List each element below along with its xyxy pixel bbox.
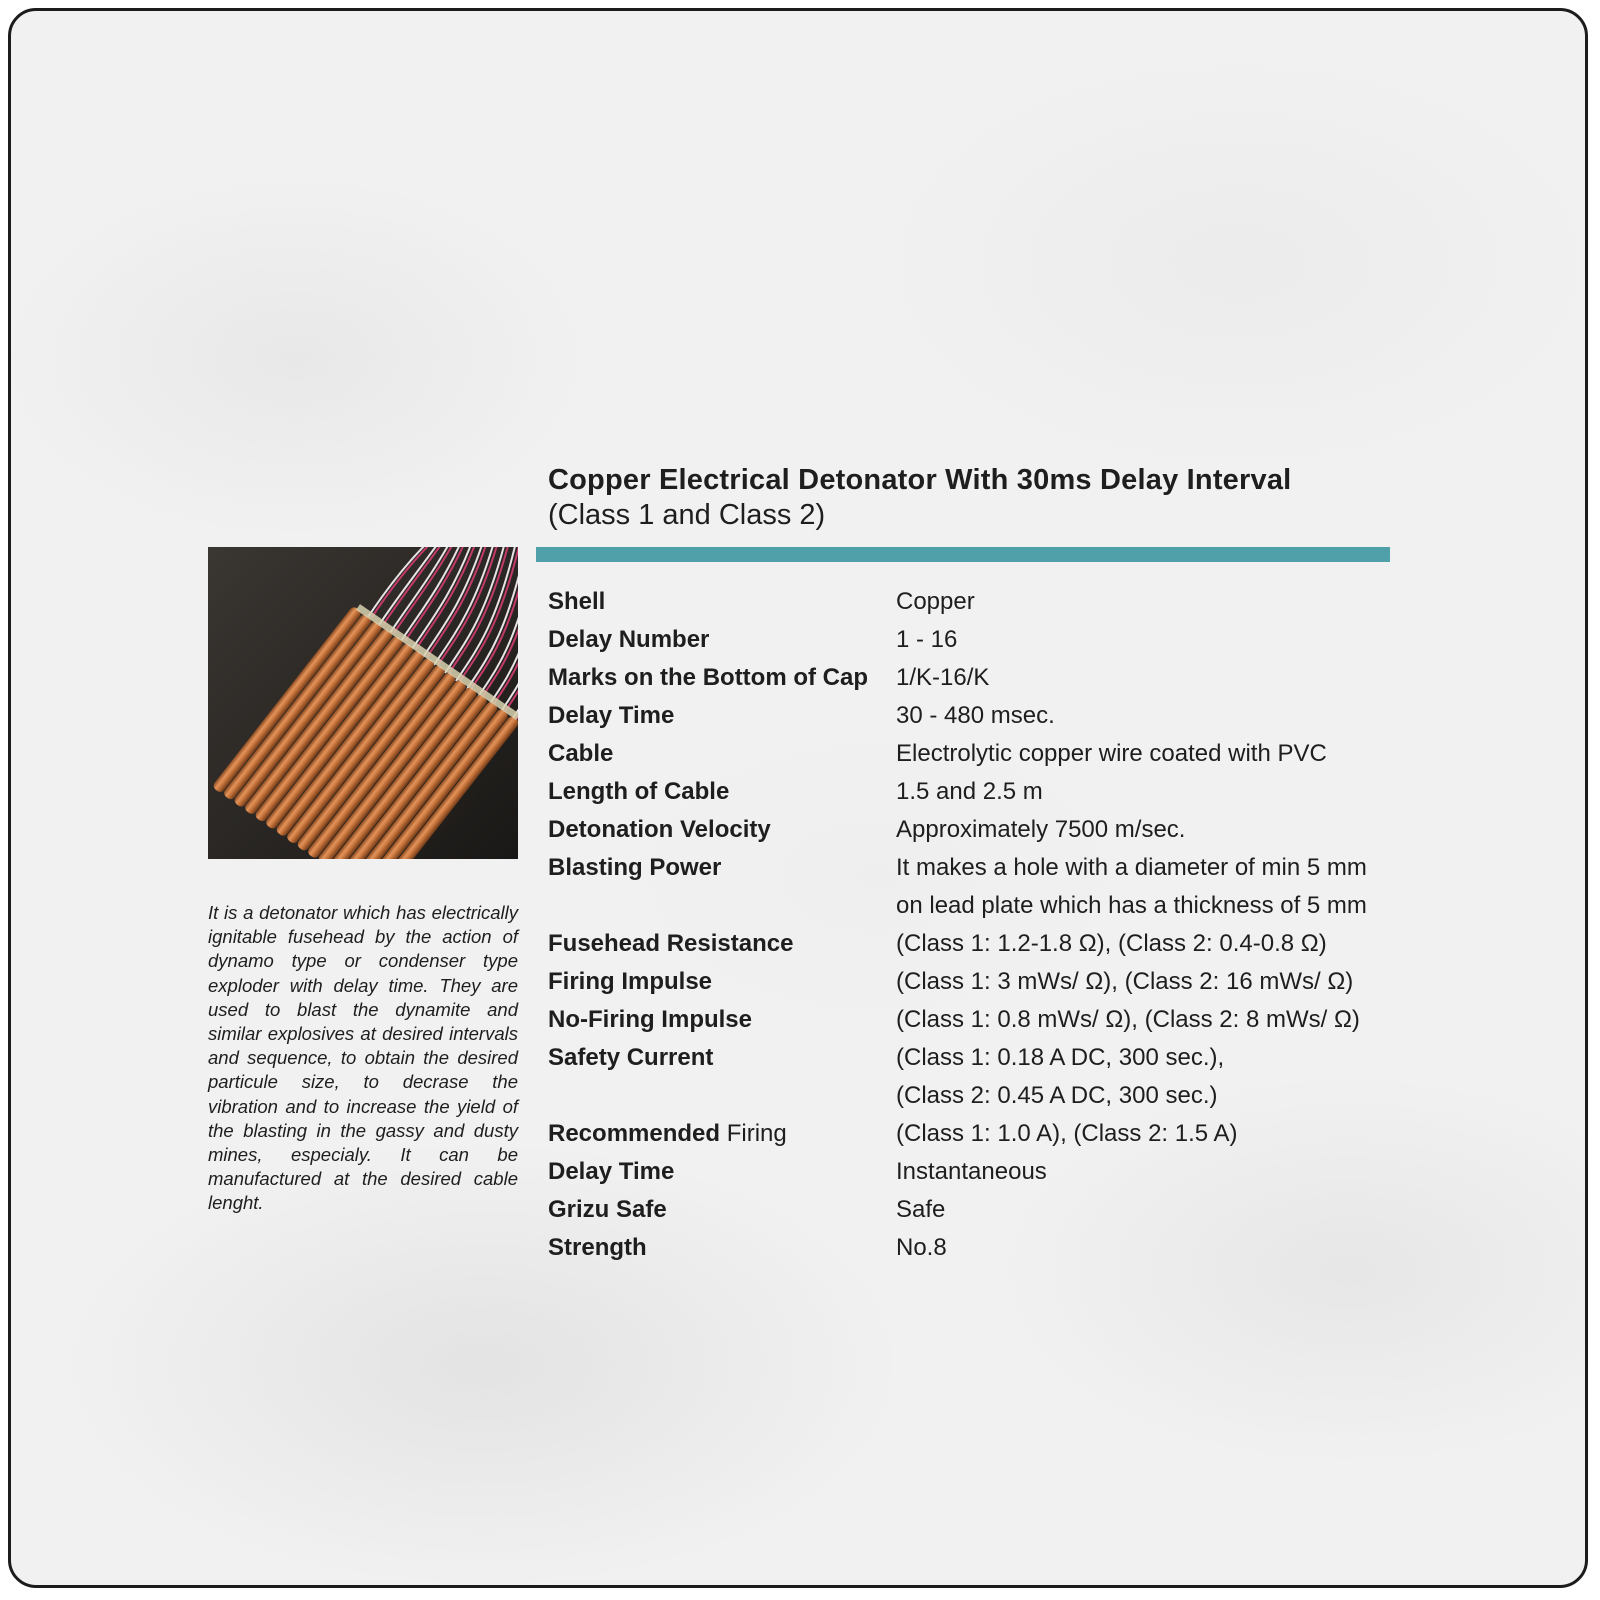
- spec-label: Delay Time: [548, 702, 675, 729]
- spec-value: (Class 1: 0.8 mWs/ Ω), (Class 2: 8 mWs/ Ω): [896, 1006, 1360, 1033]
- spec-label: Grizu Safe: [548, 1196, 667, 1223]
- spec-value: (Class 1: 3 mWs/ Ω), (Class 2: 16 mWs/ Ω): [896, 968, 1354, 995]
- spec-label: [548, 1115, 896, 1153]
- spec-value: Copper: [896, 588, 975, 615]
- spec-label: Safety Current: [548, 1044, 714, 1071]
- spec-value: (Class 2: 0.45 A DC, 300 sec.): [896, 1082, 1218, 1109]
- page-title: Copper Electrical Detonator With 30ms Delay Interval: [548, 464, 1292, 496]
- spec-label: Strength: [548, 1234, 647, 1261]
- spec-value: No.8: [896, 1234, 947, 1261]
- spec-label: Cable: [548, 740, 614, 767]
- spec-label: Marks on the Bottom of Cap: [548, 664, 869, 691]
- spec-label: Length of Cable: [548, 778, 730, 805]
- spec-row: [548, 925, 1428, 963]
- spec-row: [548, 735, 1428, 773]
- spec-row: [548, 659, 1428, 697]
- spec-label-plain: Firing: [720, 1120, 787, 1147]
- spec-value: It makes a hole with a diameter of min 5 mm: [896, 854, 1367, 881]
- page-subtitle: (Class 1 and Class 2): [548, 499, 826, 531]
- spec-label: Blasting Power: [548, 854, 722, 881]
- spec-label: Shell: [548, 588, 606, 615]
- spec-row: [548, 1229, 1428, 1267]
- spec-row: [548, 773, 1428, 811]
- copper-detonators-photo: [208, 547, 518, 859]
- spec-row: [548, 583, 1428, 621]
- spec-value: Safe: [896, 1196, 946, 1223]
- spec-row: [548, 849, 1428, 925]
- spec-value: Approximately 7500 m/sec.: [896, 816, 1186, 843]
- spec-row: [548, 811, 1428, 849]
- spec-value: 1/K-16/K: [896, 664, 990, 691]
- spec-row: [548, 1001, 1428, 1039]
- spec-label: Fusehead Resistance: [548, 930, 794, 957]
- product-description: It is a detonator which has electrically ignitable fusehead by the action of dynamo type or condenser type exploder with delay time. They are used to blast the dynamite and similar explosives at desired intervals and sequence, to obtain the desired particule size, to decrase the vibration and to increase the yield of the blasting in the gassy and dusty mines, especialy. It can be manufactured at the desired cable lenght.: [208, 902, 518, 1214]
- spec-row: [548, 963, 1428, 1001]
- spec-row: [548, 697, 1428, 735]
- spec-row: [548, 1153, 1428, 1191]
- spec-value: Instantaneous: [896, 1158, 1047, 1185]
- spec-row: [548, 621, 1428, 659]
- spec-value: on lead plate which has a thickness of 5 mm: [896, 892, 1367, 919]
- spec-label-bold: Recommended: [548, 1120, 721, 1147]
- spec-label: Delay Time: [548, 1158, 675, 1185]
- spec-row: [548, 1115, 1428, 1153]
- spec-value: (Class 1: 1.0 A), (Class 2: 1.5 A): [896, 1120, 1238, 1147]
- spec-label: No-Firing Impulse: [548, 1006, 752, 1033]
- spec-value: (Class 1: 1.2-1.8 Ω), (Class 2: 0.4-0.8 Ω): [896, 930, 1327, 957]
- spec-label: Firing Impulse: [548, 968, 713, 995]
- spec-value: 1 - 16: [896, 626, 958, 653]
- spec-value: 30 - 480 msec.: [896, 702, 1055, 729]
- spec-label: Detonation Velocity: [548, 816, 771, 843]
- datasheet-card: [8, 8, 1588, 1588]
- spec-value: (Class 1: 0.18 A DC, 300 sec.),: [896, 1044, 1225, 1071]
- spec-value: Electrolytic copper wire coated with PVC: [896, 740, 1327, 767]
- spec-row: [548, 1039, 1428, 1115]
- accent-divider: [536, 547, 1390, 562]
- spec-value: 1.5 and 2.5 m: [896, 778, 1043, 805]
- spec-table: [548, 583, 1428, 1267]
- spec-row: [548, 1191, 1428, 1229]
- spec-label: Delay Number: [548, 626, 710, 653]
- copper-detonators-image: [208, 547, 518, 859]
